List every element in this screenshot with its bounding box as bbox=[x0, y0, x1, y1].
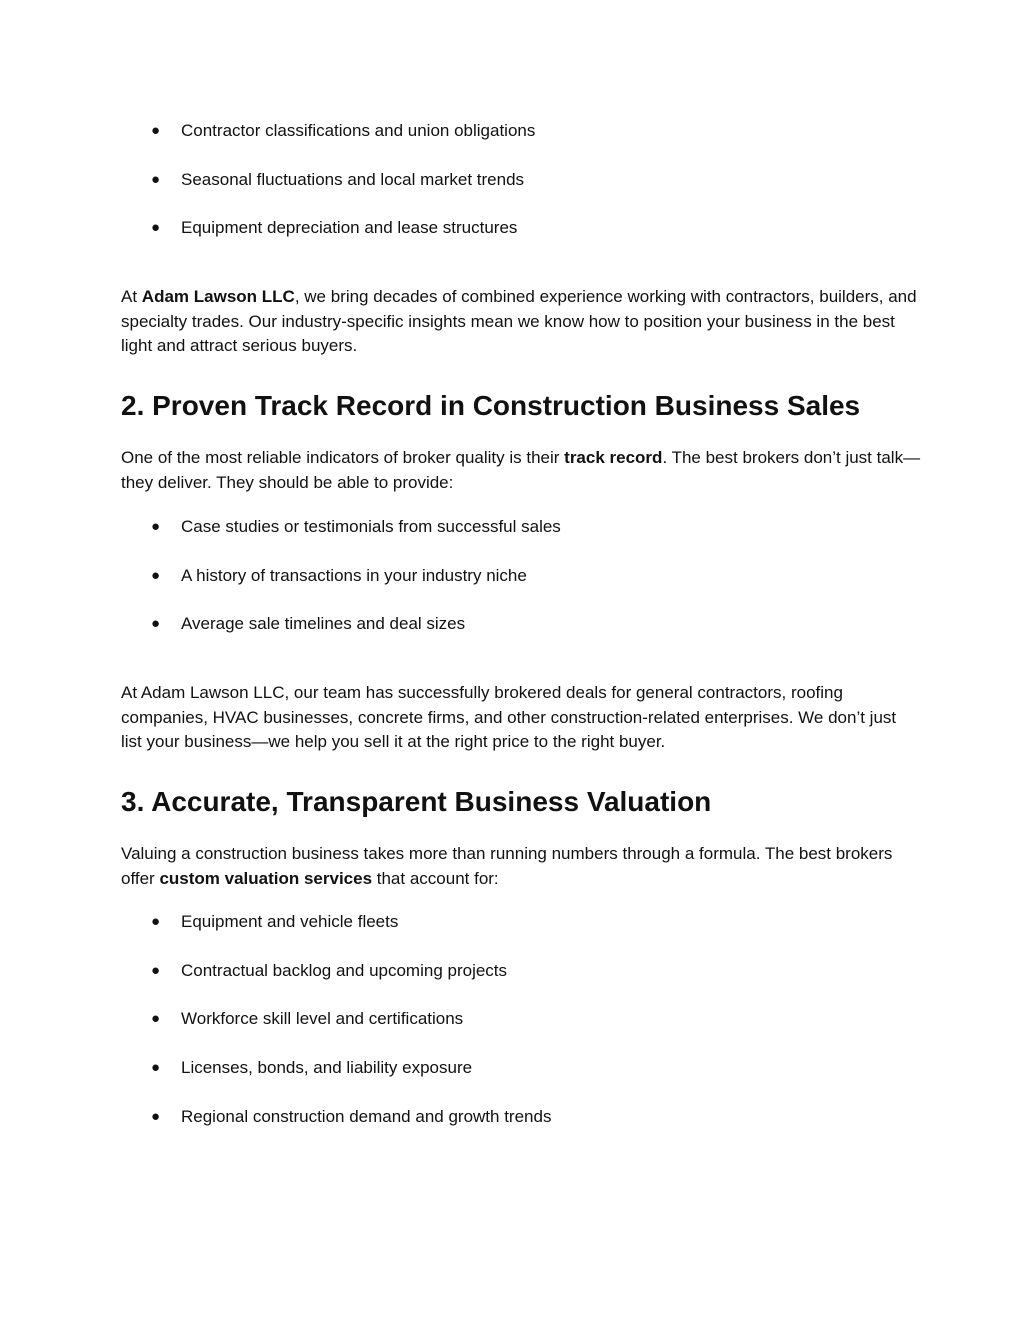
list-item: ● Equipment and vehicle fleets bbox=[151, 912, 399, 931]
list-item: ● A history of transactions in your industry niche bbox=[151, 565, 527, 585]
bullet-icon: ● bbox=[151, 913, 161, 930]
heading-track-record: 2. Proven Track Record in Construction Business Sales bbox=[121, 390, 861, 421]
bullet-icon: ● bbox=[151, 1010, 161, 1028]
bullet-icon: ● bbox=[151, 615, 161, 633]
list-item: ● Licenses, bonds, and liability exposure bbox=[151, 1058, 473, 1078]
list-item: ● Average sale timelines and deal sizes bbox=[151, 614, 466, 634]
bullet-list-track-record bbox=[0, 517, 561, 663]
list-item: ● Equipment depreciation and lease structures bbox=[151, 218, 518, 238]
list-item: ● Seasonal fluctuations and local market trends bbox=[151, 169, 525, 189]
list-item: ● Contractual backlog and upcoming projects bbox=[151, 960, 508, 980]
paragraph-experience: At Adam Lawson LLC, we bring decades of combined experience working with contractors, builders, and specialty trades. Our industry-specific insights mean we know how to position your business in the best light and attract serious buyers. bbox=[121, 287, 917, 355]
bullet-list-industry-factors bbox=[0, 121, 535, 267]
bullet-icon: ● bbox=[151, 170, 161, 188]
bullet-list-valuation-factors bbox=[0, 912, 551, 1155]
bullet-icon: ● bbox=[151, 566, 161, 584]
bullet-icon: ● bbox=[151, 219, 161, 237]
heading-valuation: 3. Accurate, Transparent Business Valuation bbox=[121, 786, 712, 817]
paragraph-valuation: Valuing a construction business takes more than running numbers through a formula. The best brokers offer custom valuation services that account for: bbox=[121, 844, 893, 888]
bullet-icon: ● bbox=[151, 1107, 161, 1125]
list-item: ● Workforce skill level and certifications bbox=[151, 1009, 464, 1029]
bullet-icon: ● bbox=[151, 961, 161, 979]
paragraph-brokered-deals: At Adam Lawson LLC, our team has successfully brokered deals for general contractors, roofing companies, HVAC businesses, concrete firms, and other construction-related enterprises. We don’t just list your business—we help you sell it at the right price to the right buyer. bbox=[121, 683, 897, 751]
bullet-icon: ● bbox=[151, 518, 161, 535]
bullet-icon: ● bbox=[151, 1059, 161, 1077]
list-item: ● Regional construction demand and growth trends bbox=[151, 1106, 552, 1126]
bullet-icon: ● bbox=[151, 122, 161, 139]
list-item: ● Contractor classifications and union obligations bbox=[151, 121, 536, 140]
paragraph-track-record: One of the most reliable indicators of broker quality is their track record. The best brokers don’t just talk—they deliver. They should be able to provide: bbox=[121, 448, 921, 492]
list-item: ● Case studies or testimonials from successful sales bbox=[151, 517, 561, 536]
